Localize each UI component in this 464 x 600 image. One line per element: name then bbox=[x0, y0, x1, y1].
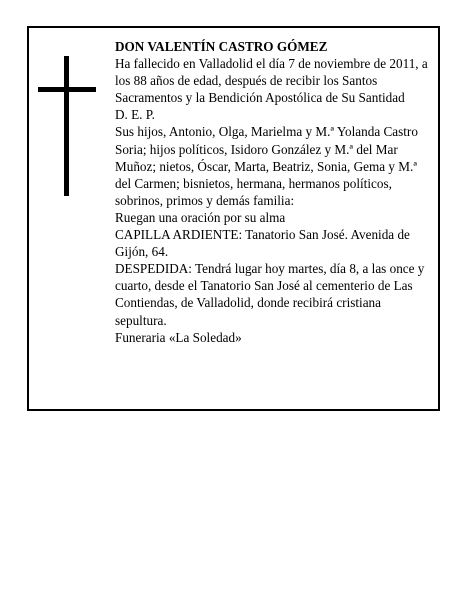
prayer-request: Ruegan una oración por su alma bbox=[115, 209, 286, 225]
cross-icon bbox=[38, 56, 96, 196]
farewell-information: DESPEDIDA: Tendrá lugar hoy martes, día 8, a las once y cuarto, desde el Tanatorio San José al cementerio de Las Contiendas, de Valladolid, donde recibirá cristiana sepultura. bbox=[115, 261, 425, 328]
funeral-home: Funeraria «La Soledad» bbox=[115, 329, 242, 345]
death-announcement: Ha fallecido en Valladolid el día 7 de noviembre de 2011, a los 88 años de edad, después de recibir los Santos Sacramentos y la Bendición Apostólica de Su Santidad bbox=[115, 56, 428, 106]
rip-abbreviation: D. E. P. bbox=[115, 107, 155, 123]
deceased-name: DON VALENTÍN CASTRO GÓMEZ bbox=[115, 39, 328, 54]
chapel-information: CAPILLA ARDIENTE: Tanatorio San José. Avenida de Gijón, 64. bbox=[115, 227, 410, 260]
notice-text bbox=[115, 38, 431, 346]
cross-vertical-bar bbox=[64, 56, 69, 196]
family-members: Sus hijos, Antonio, Olga, Marielma y M.ª Yolanda Castro Soria; hijos políticos, Isidoro González y M.ª del Mar Muñoz; nietos, Óscar, Marta, Beatriz, Sonia, Gema y M.ª del Carmen; bisnietos, hermana, hermanos políticos, sobrinos, primos y demás familia: bbox=[115, 124, 418, 208]
cross-horizontal-bar bbox=[38, 87, 96, 92]
